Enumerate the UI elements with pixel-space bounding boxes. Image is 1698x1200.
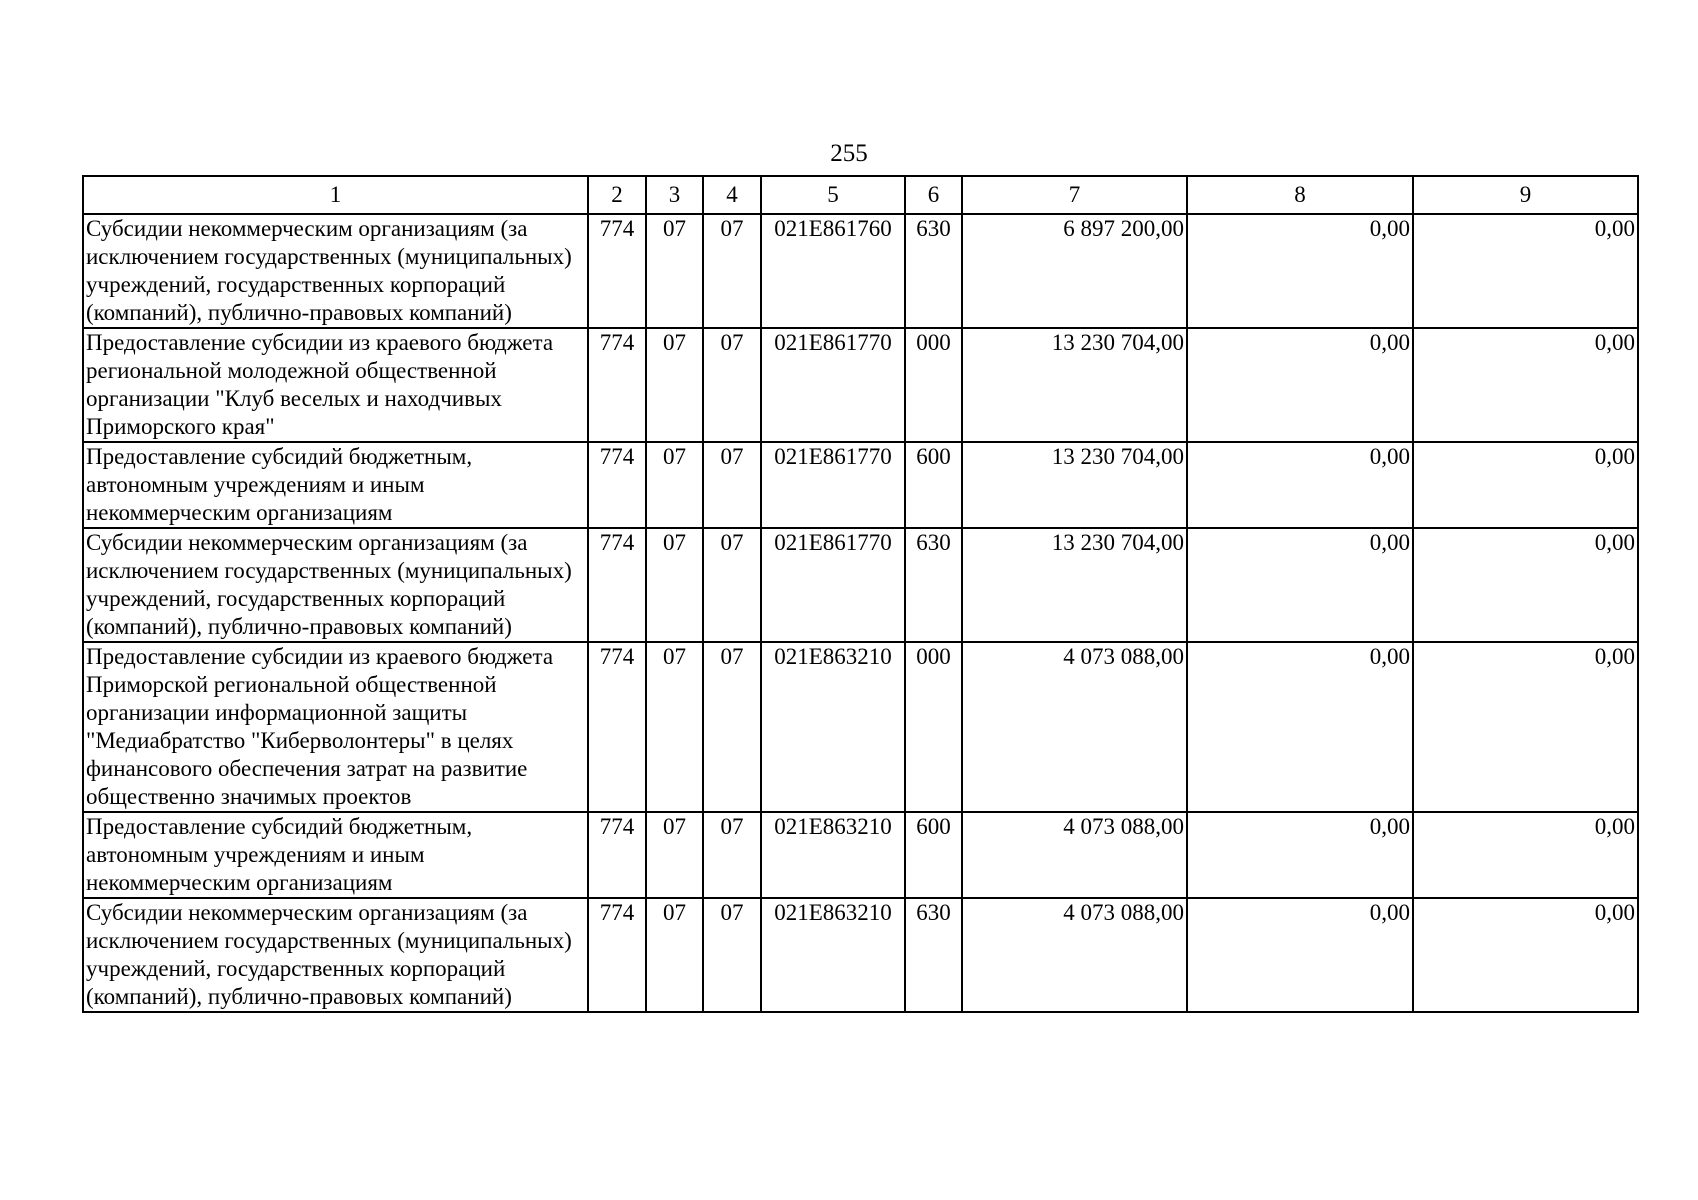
row-expense-type: 630 [905,898,962,1012]
row-ministry-code: 774 [588,442,646,528]
row-subsection-code: 07 [703,328,761,442]
row-amount-col9: 0,00 [1413,442,1638,528]
row-subsection-code: 07 [703,898,761,1012]
row-expense-type: 000 [905,642,962,812]
row-amount-col9: 0,00 [1413,898,1638,1012]
row-section-code: 07 [646,642,703,812]
header-col-8: 8 [1187,176,1413,214]
row-amount-col7: 13 230 704,00 [962,328,1187,442]
row-amount-col8: 0,00 [1187,328,1413,442]
row-subsection-code: 07 [703,812,761,898]
page-number: 255 [830,140,868,167]
row-name: Предоставление субсидий бюджетным, автономным учреждениям и иным некоммерческим организациям [83,812,588,898]
budget-table [82,175,1639,1013]
row-name: Субсидии некоммерческим организациям (за исключением государственных (муниципальных) учреждений, государственных корпораций (компаний), публично-правовых компаний) [83,528,588,642]
row-amount-col9: 0,00 [1413,528,1638,642]
row-target-code: 021E861770 [761,442,905,528]
header-col-2: 2 [588,176,646,214]
row-expense-type: 600 [905,442,962,528]
row-subsection-code: 07 [703,442,761,528]
header-col-4: 4 [703,176,761,214]
header-row [83,176,1638,214]
table-row [83,812,1638,898]
row-name: Предоставление субсидии из краевого бюджета региональной молодежной общественной организации "Клуб веселых и находчивых Приморского края" [83,328,588,442]
row-amount-col7: 13 230 704,00 [962,442,1187,528]
row-amount-col8: 0,00 [1187,214,1413,328]
row-expense-type: 000 [905,328,962,442]
row-target-code: 021E863210 [761,898,905,1012]
row-amount-col9: 0,00 [1413,642,1638,812]
header-col-1: 1 [83,176,588,214]
table-row [83,442,1638,528]
row-target-code: 021E863210 [761,642,905,812]
row-section-code: 07 [646,442,703,528]
row-expense-type: 630 [905,214,962,328]
row-amount-col9: 0,00 [1413,214,1638,328]
row-amount-col8: 0,00 [1187,442,1413,528]
row-ministry-code: 774 [588,898,646,1012]
row-name: Субсидии некоммерческим организациям (за исключением государственных (муниципальных) учреждений, государственных корпораций (компаний), публично-правовых компаний) [83,898,588,1012]
header-col-9: 9 [1413,176,1638,214]
row-section-code: 07 [646,528,703,642]
row-amount-col7: 6 897 200,00 [962,214,1187,328]
row-ministry-code: 774 [588,328,646,442]
row-amount-col7: 4 073 088,00 [962,812,1187,898]
row-amount-col8: 0,00 [1187,642,1413,812]
row-target-code: 021E863210 [761,812,905,898]
table-row [83,528,1638,642]
table-row [83,328,1638,442]
header-col-7: 7 [962,176,1187,214]
table-row [83,214,1638,328]
row-target-code: 021E861770 [761,528,905,642]
row-amount-col9: 0,00 [1413,812,1638,898]
row-ministry-code: 774 [588,812,646,898]
row-amount-col8: 0,00 [1187,898,1413,1012]
row-name: Субсидии некоммерческим организациям (за исключением государственных (муниципальных) учреждений, государственных корпораций (компаний), публично-правовых компаний) [83,214,588,328]
row-amount-col9: 0,00 [1413,328,1638,442]
row-name: Предоставление субсидии из краевого бюджета Приморской региональной общественной организации информационной защиты "Медиабратство "Киберволонтеры" в целях финансового обеспечения затрат на развитие общественно значимых проектов [83,642,588,812]
row-ministry-code: 774 [588,528,646,642]
header-col-3: 3 [646,176,703,214]
row-ministry-code: 774 [588,642,646,812]
row-name: Предоставление субсидий бюджетным, автономным учреждениям и иным некоммерческим организациям [83,442,588,528]
row-section-code: 07 [646,812,703,898]
row-target-code: 021E861770 [761,328,905,442]
row-expense-type: 600 [905,812,962,898]
row-subsection-code: 07 [703,214,761,328]
header-col-5: 5 [761,176,905,214]
row-section-code: 07 [646,328,703,442]
row-amount-col7: 4 073 088,00 [962,898,1187,1012]
row-ministry-code: 774 [588,214,646,328]
table-row [83,642,1638,812]
row-section-code: 07 [646,898,703,1012]
header-col-6: 6 [905,176,962,214]
row-expense-type: 630 [905,528,962,642]
row-amount-col7: 4 073 088,00 [962,642,1187,812]
row-target-code: 021E861760 [761,214,905,328]
row-amount-col8: 0,00 [1187,528,1413,642]
table-row [83,898,1638,1012]
row-section-code: 07 [646,214,703,328]
row-amount-col8: 0,00 [1187,812,1413,898]
row-amount-col7: 13 230 704,00 [962,528,1187,642]
row-subsection-code: 07 [703,528,761,642]
row-subsection-code: 07 [703,642,761,812]
